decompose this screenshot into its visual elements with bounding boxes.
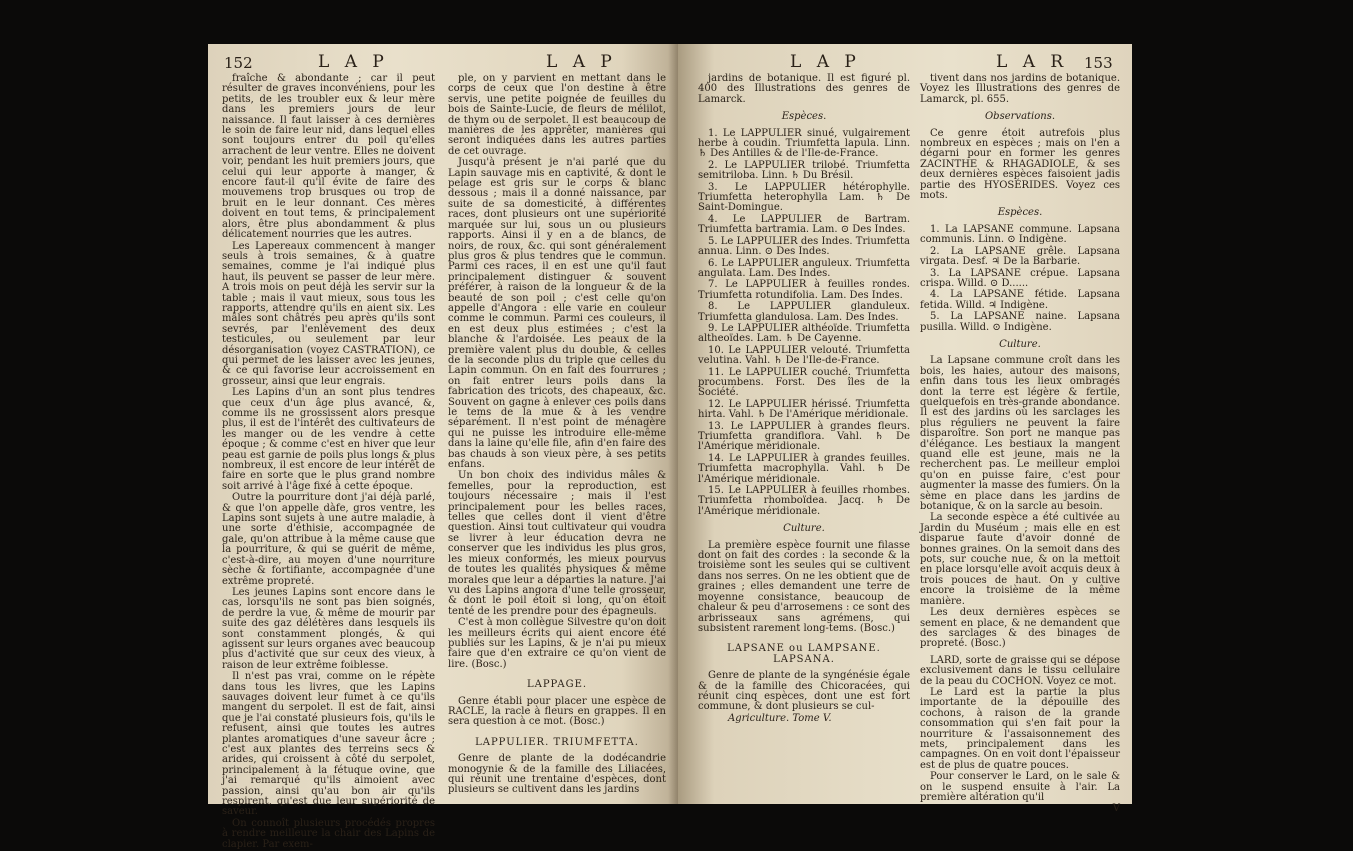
paragraph: La première espèce fournit une filasse dont on fait des cordes : la seconde & la troisième sont les seules qui se cultivent dans nos serres. On ne les obtient que de graines ; elles demandent une terre de moyenne consistance, beaucoup de chaleur & peu d'arrosemens : ce sont des arbrisseaux sans agrémens, qui subsistent rarement long-tems. (Bosc.) [698, 539, 910, 634]
paragraph: Pour conserver le Lard, on le sale & on le suspend ensuite à l'air. La première altération qu'il [920, 771, 1120, 803]
species-item: 1. La LAPSANE commune. Lapsana communis. Linn. ⊙ Indigène. [920, 223, 1120, 246]
entry-title-lapsane: LAPSANE ou LAMPSANE. LAPSANA. [727, 643, 881, 665]
page-number: 153 [1084, 54, 1113, 72]
paragraph: Les jeunes Lapins sont encore dans le cas, lorsqu'ils ne sont pas bien soignés, de perdre la vue, & même de mourir par suite des gaz délétères dans lesquels ils sont constamment plongés, & qui agissent sur leurs organes avec beaucoup plus d'activité que sur ceux des vieux, à raison de leur extrême foiblesse. [222, 586, 435, 671]
paragraph: Il n'est pas vrai, comme on le répète dans tous les livres, que les Lapins sauvages doivent leur fumet à ce qu'ils mangent du serpolet. Il est de fait, ainsi que je l'ai constaté plusieurs fois, qu'ils le refusent, ainsi que toutes les autres plantes aromatiques d'une saveur âcre ; c'est aux plantes des terreins secs & arides, qui croissent à côté du serpolet, principalement à la fétuque ovine, que j'ai remarqué qu'ils aimoient avec passion, ainsi qu'au bon air qu'ils respirent, qu'est due leur supériorité de saveur. [222, 671, 435, 818]
right-column-1 [698, 74, 910, 725]
paragraph: LARD, sorte de graisse qui se dépose exclusivement dans le tissu cellulaire de la peau du COCHON. Voyez ce mot. [920, 654, 1120, 687]
paragraph: Les Lapereaux commencent à manger seuls à trois semaines, & à quatre semaines, comme je l'ai indiqué plus haut, ils peuvent se passer de leur mère. A trois mois on peut déjà les servir sur la table ; mais il vaut mieux, sous tous les rapports, attendre qu'ils en aient six. Les mâles sont châtrés peu après qu'ils sont sevrés, par l'enlèvement des deux testicules, ou seulement par leur désorganisation (voyez CASTRATION), ce qui permet de les laisser avec les jeunes, & ce qui favorise leur accroissement en grosseur, ainsi que leur engrais. [222, 240, 435, 387]
paragraph: fraîche & abondante ; car il peut résulter de graves inconvéniens, pour les petits, de les troubler eux & leur mère dans les premiers jours de leur naissance. Il faut laisser à ces dernières le soin de faire leur nid, dans lequel elles sont toujours entrer du poil qu'elles arrachent de leur ventre. Elles ne doivent voir, pendant les huit premiers jours, que celui qui leur apporte à manger, & encore faut-il qu'il évite de faire des mouvemens trop brusques ou trop de bruit en le leur donnant. Ces mères doivent en tout tems, & principalement alors, être plus abondamment & plus délicatement nourries que les autres. [222, 73, 435, 241]
species-item: 5. La LAPSANE naine. Lapsana pusilla. Willd. ⊙ Indigène. [920, 311, 1120, 333]
page-number: 152 [224, 54, 253, 72]
entry-title-lappulier: LAPPULIER. TRIUMFETTA. [475, 736, 639, 748]
species-item: 4. Le LAPPULIER de Bartram. Triumfetta bartramia. Lam. ⊙ Des Indes. [698, 213, 910, 236]
species-item: 7. Le LAPPULIER à feuilles rondes. Triumfetta rotundifolia. Lam. Des Indes. [698, 279, 910, 301]
running-head-left: L A P [790, 52, 861, 72]
species-item: 10. Le LAPPULIER velouté. Triumfetta velutina. Vahl. ♄ De l'Ile-de-France. [698, 344, 910, 367]
paragraph: Genre de plante de la dodécandrie monogynie & de la famille des Liliacées, qui réunit une trentaine d'espèces, dont plusieurs se cultivent dans les jardins [448, 753, 666, 796]
left-page [208, 44, 678, 850]
left-column-1 [222, 74, 435, 851]
paragraph: Les deux dernières espèces se sement en place, & ne demandent que des sarclages & des binages de propreté. (Bosc.) [920, 607, 1120, 650]
section-title-culture: Culture. [999, 338, 1041, 350]
paragraph: Jusqu'à présent je n'ai parlé que du Lapin sauvage mis en captivité, & dont le pelage est gris sur le corps & blanc dessous ; mais il a donné naissance, par suite de sa domesticité, à différentes races, dont plusieurs ont une supériorité marquée sur lui, sous un ou plusieurs rapports. Ainsi il y en a de blancs, de noirs, de roux, &c. qui sont généralement plus gros & plus tendres que le commun. Parmi ces races, il en est une qu'il faut principalement distinguer & souvent préférer, à raison de la longueur & de la beauté de son poil ; c'est celle qu'on appelle d'Angora : elle varie en couleur comme le commun. Parmi ces couleurs, il en est deux plus estimées ; c'est la blanche & l'ardoisée. Les peaux de la première valent plus du double, & celles de la seconde plus du triple que celles du Lapin commun. On en fait des fourrures ; on fait entrer leurs poils dans la fabrication des tricots, des chapeaux, &c. Souvent on gagne à enlever ces poils dans le tems de la mue & à les vendre séparément. Il n'est point de ménagère qui ne puisse les introduire elle-même dans la laine qu'elle file, afin d'en faire des bas chauds à son vieux père, à ses petits enfans. [448, 157, 666, 471]
paragraph: Genre établi pour placer une espèce de RACLE, la racle à fleurs en grappes. Il en sera question à ce mot. (Bosc.) [448, 695, 666, 728]
paragraph: On connoît plusieurs procédés propres à rendre meilleure la chair des Lapins de clapier. Par exem- [222, 817, 435, 850]
signature-mark: V [1112, 803, 1120, 815]
section-title-observations: Observations. [984, 111, 1056, 123]
entry-title-lappage: LAPPAGE. [526, 679, 588, 691]
section-title-especes: Espèces. [781, 111, 827, 123]
footer-signature: Agriculture. Tome V. [728, 712, 832, 724]
paragraph: tivent dans nos jardins de botanique. Voyez les Illustrations des genres de Lamarck, pl. 655. [920, 73, 1120, 105]
species-item: 8. Le LAPPULIER glanduleux. Triumfetta glandulosa. Lam. Des Indes. [698, 301, 910, 323]
running-head-right: L A P [546, 52, 617, 72]
right-column-2 [920, 74, 1120, 816]
paragraph: Outre la pourriture dont j'ai déjà parlé, & que l'on appelle dàfe, gros ventre, les Lapins sont sujets à une autre maladie, à une sorte d'éthisie, accompagnée de gale, qu'on attribue à la même cause que la pourriture, & qui se guérit de même, c'est-à-dire, au moyen d'une nourriture sèche & fortifiante, accompagnée d'une extrême propreté. [222, 492, 435, 587]
running-head-left: L A P [318, 52, 389, 72]
paragraph: ple, on y parvient en mettant dans le corps de ceux que l'on destine à être servis, une petite poignée de feuilles du bois de Sainte-Lucie, de fleurs de mélilot, de thym ou de serpolet. Il est beaucoup de manières de les apprêter, manières qui seront indiquées dans les autres parties de cet ouvrage. [448, 73, 666, 157]
right-page [678, 44, 1132, 815]
species-item: 6. Le LAPPULIER anguleux. Triumfetta angulata. Lam. Des Indes. [698, 257, 910, 279]
paragraph: jardins de botanique. Il est figuré pl. 400 des Illustrations des genres de Lamarck. [698, 73, 910, 105]
paragraph: La seconde espèce a été cultivée au Jardin du Muséum ; mais elle en est disparue faute d'avoir donné de bonnes graines. On la semoit dans des pots, sur couche nue, & on la mettoit en place lorsqu'elle avoit acquis deux à trois pouces de haut. On y cultive encore la troisième de la même manière. [920, 512, 1120, 607]
paragraph: La Lapsane commune croît dans les bois, les haies, autour des maisons, enfin dans tous les lieux ombragés dont la terre est légère & fertile, quelquefois en très-grande abondance. Il est des jardins où les sarclages les plus réguliers ne peuvent la faire disparoître. Son port ne manque pas d'élégance. Les bestiaux la mangent quand elle est jeune, mais ne la recherchent pas. Le meilleur emploi qu'on en puisse faire, c'est pour augmenter la masse des fumiers. On la sème en place dans les jardins de botanique, & on la sarcle au besoin. [920, 355, 1120, 513]
species-item: 4. La LAPSANE fétide. Lapsana fetida. Willd. ♃ Indigène. [920, 289, 1120, 311]
species-item: 2. Le LAPPULIER trilobé. Triumfetta semitriloba. Linn. ♄ Du Brésil. [698, 159, 910, 182]
species-item: 13. Le LAPPULIER à grandes fleurs. Triumfetta grandiflora. Vahl. ♄ De l'Amérique méridionale. [698, 420, 910, 453]
paragraph: Le Lard est la partie la plus importante de la dépouille des cochons, à raison de la grande consommation qui s'en fait pour la nourriture & l'assaisonnement des mets, principalement dans les campagnes. On en voit dont l'épaisseur est de plus de quatre pouces. [920, 686, 1120, 771]
left-column-2 [448, 74, 666, 797]
species-item: 3. Le LAPPULIER hétérophylle. Triumfetta heterophylla Lam. ♄ De Saint-Domingue. [698, 181, 910, 214]
paragraph: Genre de plante de la syngénésie égale & de la famille des Chicoracées, qui réunit cinq espèces, dont une est fort commune, & dont plusieurs se cul- [698, 670, 910, 713]
species-item: 12. Le LAPPULIER hérissé. Triumfetta hirta. Vahl. ♄ De l'Amérique méridionale. [698, 398, 910, 421]
running-head-right: L A R [996, 52, 1069, 72]
paragraph: Ce genre étoit autrefois plus nombreux en espèces ; mais on l'en a dégarni pour en former les genres ZACINTHE & RHAGADIOLE, & ses deux dernières espèces faisoient jadis partie des HYOSÉRIDES. Voyez ces mots. [920, 127, 1120, 202]
species-item: 2. La LAPSANE grêle. Lapsana virgata. Desf. ♃ De la Barbarie. [920, 245, 1120, 268]
section-title-especes: Espèces. [997, 207, 1043, 219]
species-item: 5. Le LAPPULIER des Indes. Triumfetta annua. Linn. ⊙ Des Indes. [698, 235, 910, 258]
paragraph: Les Lapins d'un an sont plus tendres que ceux d'un âge plus avancé, &, comme ils ne grossissent alors presque plus, il est de l'intérêt des cultivateurs de les manger ou de les vendre à cette époque ; & comme c'est en hiver que leur peau est garnie de poils plus longs & plus nombreux, il est encore de leur intérêt de faire en sorte que le plus grand nombre soit arrivé à l'âge fixé à cette époque. [222, 387, 435, 492]
species-item: 3. La LAPSANE crépue. Lapsana crispa. Willd. ⊙ D...... [920, 267, 1120, 289]
paragraph: C'est à mon collègue Silvestre qu'on doit les meilleurs écrits qui aient encore été publiés sur les Lapins, & je n'ai pu mieux faire que d'en extraire ce qu'on vient de lire. (Bosc.) [448, 617, 666, 670]
species-item: 15. Le LAPPULIER à feuilles rhombes. Triumfetta rhomboïdea. Jacq. ♄ De l'Amérique méridionale. [698, 485, 910, 517]
section-title-culture: Culture. [783, 523, 825, 535]
species-item: 11. Le LAPPULIER couché. Triumfetta procumbens. Forst. Des îles de la Société. [698, 366, 910, 399]
species-item: 14. Le LAPPULIER à grandes feuilles. Triumfetta macrophylla. Vahl. ♄ De l'Amérique méridionale. [698, 452, 910, 485]
species-item: 1. Le LAPPULIER sinué, vulgairement herbe à coudin. Triumfetta lapula. Linn. ♄ Des Antilles & de l'Ile-de-France. [698, 127, 910, 160]
paragraph: Un bon choix des individus mâles & femelles, pour la reproduction, est toujours nécessaire ; mais il l'est principalement pour les belles races, telles que celles dont il vient d'être question. Ainsi tout cultivateur qui voudra se livrer à leur éducation devra ne conserver que les individus les plus gros, les mieux conformés, les mieux pourvus de toutes les qualités physiques & même morales que leur a départies la nature. J'ai vu des Lapins angora d'une telle grosseur, & dont le poil étoit si long, qu'on étoit tenté de les prendre pour des épagneuls. [448, 470, 666, 617]
species-item: 9. Le LAPPULIER althéoïde. Triumfetta altheoïdes. Lam. ♄ De Cayenne. [698, 322, 910, 345]
